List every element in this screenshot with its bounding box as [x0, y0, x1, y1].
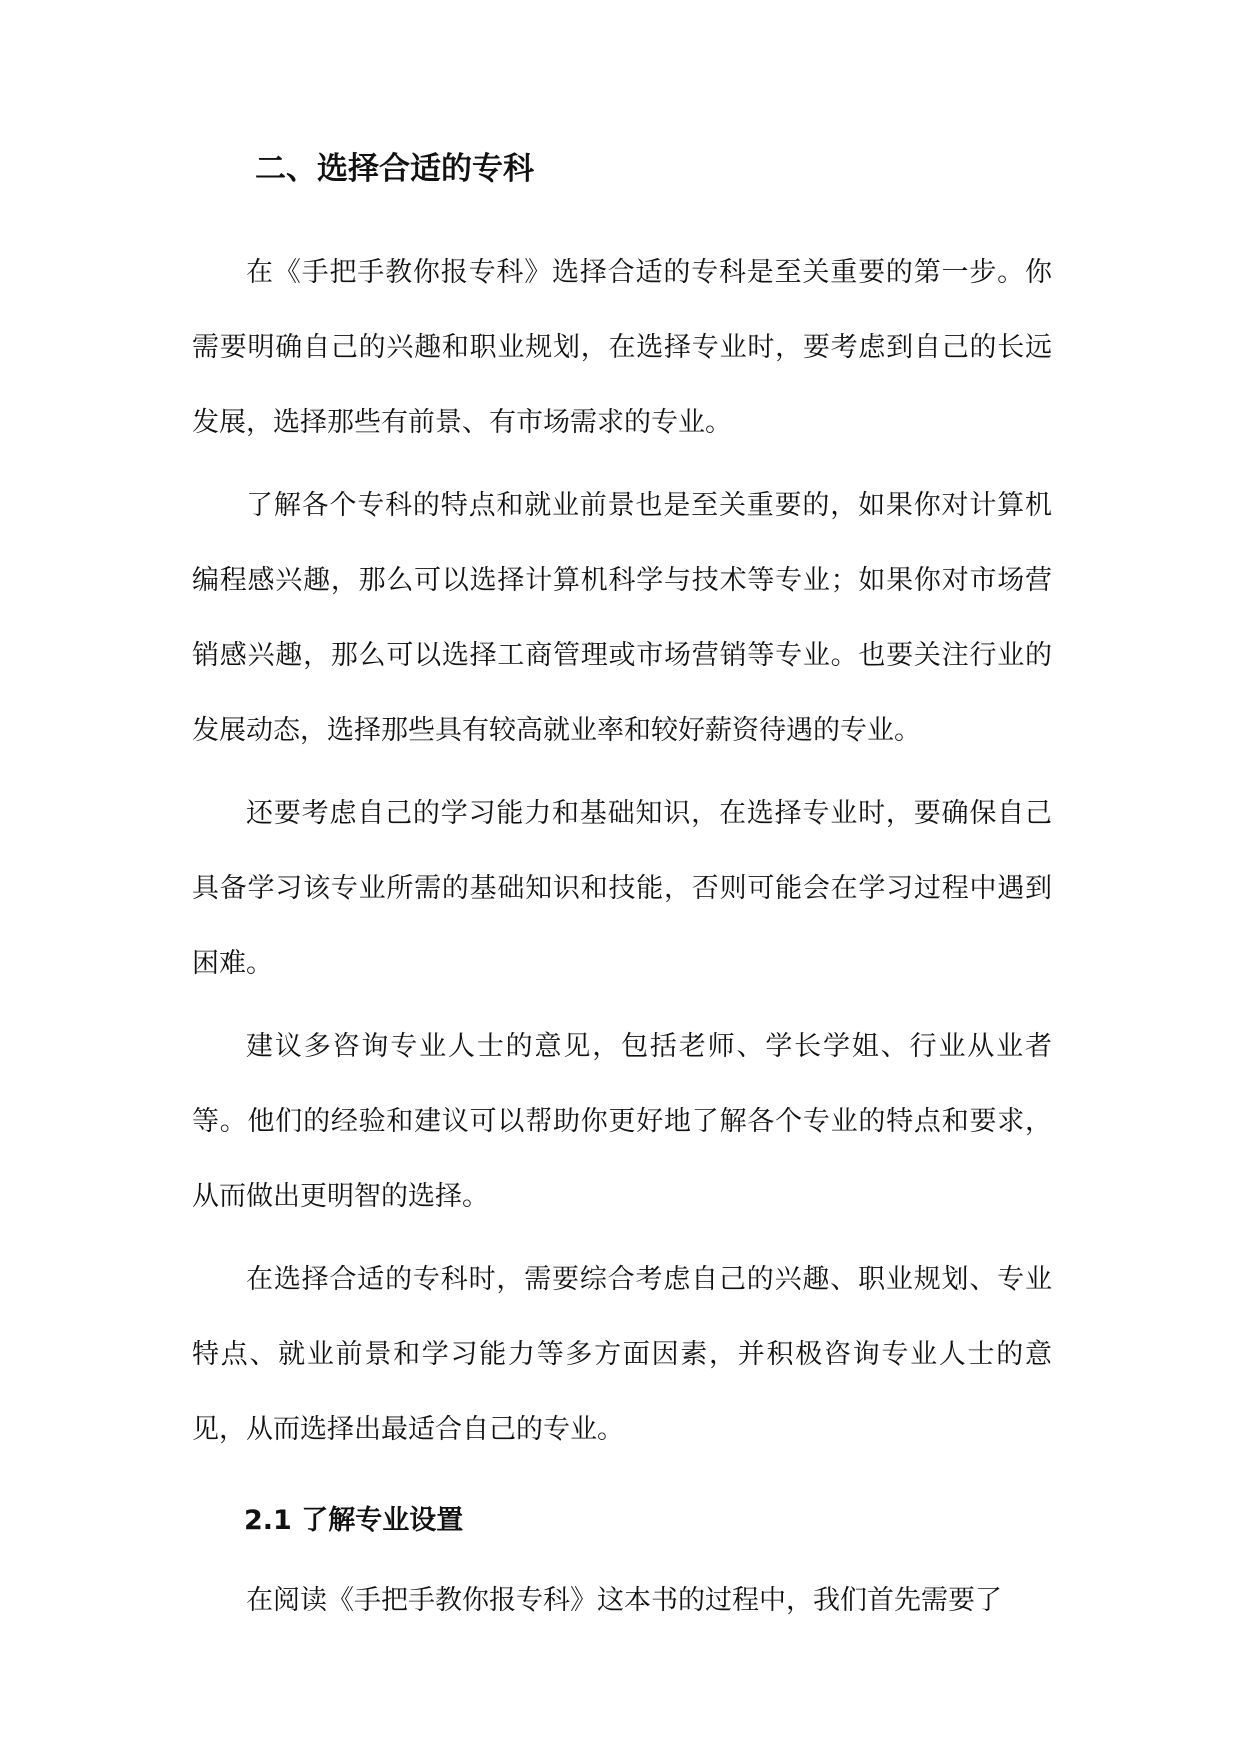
paragraph-consult-experts: 建议多咨询专业人士的意见，包括老师、学长学姐、行业从业者等。他们的经验和建议可以帮助你更好地了解各个专业的特点和要求，从而做出更明智的选择。 — [192, 1031, 1052, 1212]
paragraph-summary: 在选择合适的专科时，需要综合考虑自己的兴趣、职业规划、专业特点、就业前景和学习能力等多方面因素，并积极咨询专业人士的意见，从而选择出最适合自己的专业。 — [192, 1264, 1052, 1445]
paragraph-choose-major: 在《手把手教你报专科》选择合适的专科是至关重要的第一步。你需要明确自己的兴趣和职业规划，在选择专业时，要考虑到自己的长远发展，选择那些有前景、有市场需求的专业。 — [192, 257, 1052, 438]
paragraph-major-settings: 在阅读《手把手教你报专科》这本书的过程中，我们首先需要了 — [246, 1585, 1002, 1616]
section-title: 二、选择合适的专科 — [255, 151, 534, 187]
document-body — [192, 235, 1052, 1646]
subsection-title: 2.1 了解专业设置 — [244, 1505, 464, 1536]
paragraph-learning-ability: 还要考虑自己的学习能力和基础知识，在选择专业时，要确保自己具备学习该专业所需的基础知识和技能，否则可能会在学习过程中遇到困难。 — [192, 798, 1052, 979]
paragraph-major-features: 了解各个专科的特点和就业前景也是至关重要的，如果你对计算机编程感兴趣，那么可以选择计算机科学与技术等专业；如果你对市场营销感兴趣，那么可以选择工商管理或市场营销等专业。也要关注行业的发展动态，选择那些具有较高就业率和较好薪资待遇的专业。 — [192, 490, 1052, 746]
